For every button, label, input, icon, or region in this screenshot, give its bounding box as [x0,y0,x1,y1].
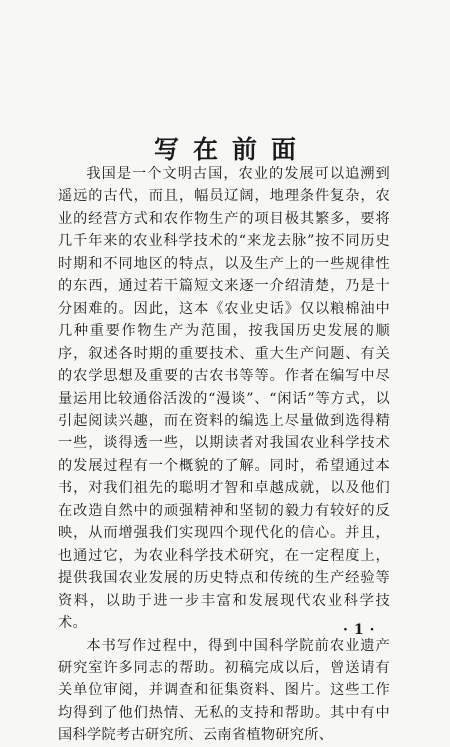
body-text [58,163,390,747]
page-number: ·1· [343,622,381,638]
paragraph-1: 我国是一个文明古国，农业的发展可以追溯到遥远的古代，而且，幅员辽阔，地理条件复杂，农业的经营方式和农作物生产的项目极其繁多，要将几千年来的农业科学技术的“来龙去脉”按不同历史时期和不同地区的特点，以及生产上的一些规律性的东西，通过若干篇短文来逐一介绍清楚，乃是十分困难的。因此，这本《农业史话》仅以粮棉油中几种重要作物生产为范围，按我国历史发展的顺序，叙述各时期的重要技术、重大生产问题、有关的农学思想及重要的古农书等等。作者在编写中尽量运用比较通俗活泼的“漫谈”、“闲话”等方式，以引起阅读兴趣，而在资料的编选上尽量做到选得精一些，谈得透一些，以期读者对我国农业科学技术的发展过程有一个概貌的了解。同时，希望通过本书，对我们祖先的聪明才智和卓越成就，以及他们在改造自然中的顽强精神和坚韧的毅力有较好的反映，从而增强我们实现四个现代化的信心。并且，也通过它，为农业科学技术研究，在一定程度上，提供我国农业发展的历史特点和传统的生产经验等资料，以助于进一步丰富和发展现代农业科学技术。 [58,166,390,632]
paragraph-2: 本书写作过程中，得到中国科学院前农业遗产研究室许多同志的帮助。初稿完成以后，曾送请有关单位审阅，并调查和征集资料、图片。这些工作均得到了他们热情、无私的支持和帮助。其中有中国科学院考古研究所、云南省植物研究所、 [58,637,390,744]
page-title: 写在前面 [153,134,310,164]
